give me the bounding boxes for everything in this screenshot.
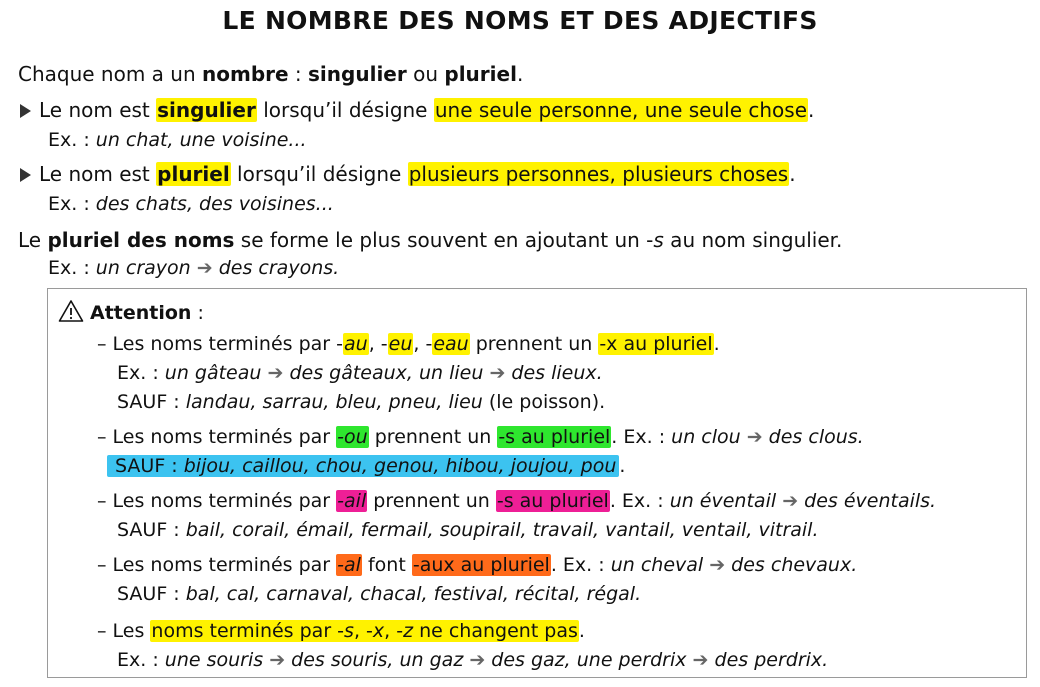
regle-text: se forme le plus souvent en ajoutant un - xyxy=(234,228,654,252)
sauf-text: . xyxy=(619,455,626,477)
rule-text: prennent un xyxy=(368,426,498,448)
rule-s-x-z xyxy=(97,617,585,645)
example-label: Ex. : xyxy=(48,193,96,215)
example-label: Ex. : xyxy=(117,362,165,384)
rule-ou xyxy=(97,423,864,451)
example-text: un éventail xyxy=(669,490,777,512)
pluriel-definition-highlight: plusieurs personnes, plusieurs choses xyxy=(408,162,789,186)
suffix-ail-highlight: -ail xyxy=(337,490,367,512)
example-label: Ex. : xyxy=(48,257,96,279)
sauf-list: bijou, caillou, chou, genou, hibou, joujou, pou xyxy=(183,455,617,477)
rule-text: , - xyxy=(353,620,373,642)
regle-text: au nom singulier. xyxy=(663,228,843,252)
regle-bold: pluriel des noms xyxy=(47,228,235,252)
pluriel-line xyxy=(20,160,796,188)
singulier-text: lorsqu’il désigne xyxy=(256,98,434,122)
rule-text: – Les xyxy=(97,620,151,642)
plural-aux-highlight: -aux au pluriel xyxy=(412,554,550,576)
singulier-definition-highlight: une seule personne, une seule chose xyxy=(434,98,808,122)
example-text: des gâteaux, un lieu xyxy=(283,362,490,384)
suffix-s: s xyxy=(344,620,354,642)
rule-text: – Les noms terminés par xyxy=(97,490,337,512)
pluriel-text: Le nom est xyxy=(39,162,157,186)
intro-text: Chaque nom a un xyxy=(18,62,203,86)
pluriel-text: lorsqu’il désigne xyxy=(230,162,408,186)
suffix-x: x xyxy=(372,620,385,642)
suffix-eau-highlight: eau xyxy=(433,333,469,355)
bullet-triangle-icon xyxy=(20,104,31,118)
bullet-triangle-icon xyxy=(20,168,31,182)
singulier-text: . xyxy=(808,98,815,122)
rule-text: , - xyxy=(413,333,433,355)
sauf-label: SAUF : xyxy=(117,583,186,605)
example-text: un clou xyxy=(671,426,741,448)
rule-text: – Les noms terminés par - xyxy=(97,333,344,355)
singulier-line xyxy=(20,96,814,124)
sauf-list: bal, cal, carnaval, chacal, festival, récital, régal. xyxy=(185,583,642,605)
rule-text: . xyxy=(713,333,720,355)
sauf-ou-highlight xyxy=(107,455,619,477)
rule-text: prennent un xyxy=(367,490,496,512)
suffix-ou-highlight: -ou xyxy=(337,426,368,448)
intro-text: ou xyxy=(406,62,445,86)
rule-text: ne changent pas xyxy=(413,620,578,642)
plural-x-highlight: -x au pluriel xyxy=(599,333,713,355)
rule-ou-sauf xyxy=(107,452,625,480)
example-text: des chevaux. xyxy=(725,554,858,576)
regle-line xyxy=(18,226,842,254)
intro-text: . xyxy=(516,62,524,86)
regle-example xyxy=(48,254,339,282)
suffix-al-highlight: -al xyxy=(337,554,361,576)
example-text: un cheval xyxy=(610,554,704,576)
arrow-right-icon: ➔ xyxy=(692,649,709,671)
suffix-au-highlight: au xyxy=(344,333,368,355)
arrow-right-icon: ➔ xyxy=(469,649,486,671)
example-text: des crayons. xyxy=(218,257,340,279)
singulier-example xyxy=(48,126,307,154)
example-text: des chats, des voisines... xyxy=(95,193,334,215)
attention-header xyxy=(58,299,204,327)
sauf-list: landau, sarrau, bleu, pneu, lieu xyxy=(185,391,483,413)
arrow-right-icon: ➔ xyxy=(746,426,763,448)
page-title: LE NOMBRE DES NOMS ET DES ADJECTIFS xyxy=(222,6,818,35)
sauf-label: SAUF : xyxy=(117,519,186,541)
example-text: des souris, un gaz xyxy=(285,649,470,671)
example-text: des lieux. xyxy=(505,362,603,384)
rule-text: font xyxy=(361,554,412,576)
intro-bold-singulier: singulier xyxy=(308,62,407,86)
attention-colon: : xyxy=(191,302,204,324)
rule-text: . Ex. : xyxy=(550,554,611,576)
rule-text: . Ex. : xyxy=(611,426,672,448)
sxz-highlight xyxy=(150,620,579,642)
example-label: Ex. : xyxy=(117,649,165,671)
rule-text: prennent un xyxy=(469,333,599,355)
arrow-right-icon: ➔ xyxy=(196,257,213,279)
arrow-right-icon: ➔ xyxy=(269,649,286,671)
plural-s-highlight: -s au pluriel xyxy=(496,490,609,512)
sauf-label: SAUF : xyxy=(117,391,186,413)
intro-bold-nombre: nombre xyxy=(202,62,289,86)
intro-line xyxy=(18,60,523,88)
example-text: un crayon xyxy=(95,257,191,279)
pluriel-text: . xyxy=(789,162,796,186)
rule-ail xyxy=(97,487,936,515)
example-text: un chat, une voisine... xyxy=(95,129,307,151)
arrow-right-icon: ➔ xyxy=(267,362,284,384)
rule-au-eu-eau xyxy=(97,330,720,358)
rule-text: , - xyxy=(368,333,388,355)
rule-ail-sauf xyxy=(117,516,819,544)
warning-triangle-icon xyxy=(58,299,84,323)
sauf-list: bail, corail, émail, fermail, soupirail, travail, vantail, ventail, vitrail. xyxy=(185,519,819,541)
pluriel-example xyxy=(48,190,334,218)
rule-text: – Les noms terminés par xyxy=(97,554,337,576)
example-text: des clous. xyxy=(762,426,864,448)
rule-s-x-z-example xyxy=(117,646,828,674)
example-text: des éventails. xyxy=(798,490,937,512)
attention-label: Attention xyxy=(90,302,192,324)
rule-text: . Ex. : xyxy=(609,490,670,512)
singulier-text: Le nom est xyxy=(39,98,157,122)
regle-text: Le xyxy=(18,228,48,252)
rule-al-sauf xyxy=(117,580,641,608)
arrow-right-icon: ➔ xyxy=(489,362,506,384)
arrow-right-icon: ➔ xyxy=(709,554,726,576)
example-text: des perdrix. xyxy=(708,649,829,671)
rule-au-sauf xyxy=(117,388,605,416)
intro-text: : xyxy=(288,62,309,86)
rule-text: noms terminés par - xyxy=(151,620,345,642)
suffix-eu-highlight: eu xyxy=(388,333,413,355)
rule-al xyxy=(97,551,857,579)
suffix-z: z xyxy=(403,620,414,642)
example-text: une souris xyxy=(164,649,264,671)
rule-text: . xyxy=(578,620,585,642)
arrow-right-icon: ➔ xyxy=(782,490,799,512)
singulier-highlight: singulier xyxy=(157,98,256,122)
plural-s-highlight: -s au pluriel xyxy=(498,426,611,448)
rule-text: – Les noms terminés par xyxy=(97,426,337,448)
regle-suffix: s xyxy=(653,228,664,252)
example-label: Ex. : xyxy=(48,129,96,151)
intro-bold-pluriel: pluriel xyxy=(444,62,517,86)
sauf-label: SAUF : xyxy=(115,455,184,477)
sauf-text: (le poisson). xyxy=(482,391,606,413)
pluriel-highlight: pluriel xyxy=(157,162,230,186)
example-text: des gaz, une perdrix xyxy=(485,649,693,671)
example-text: un gâteau xyxy=(164,362,262,384)
rule-au-example xyxy=(117,359,603,387)
rule-text: , - xyxy=(384,620,404,642)
